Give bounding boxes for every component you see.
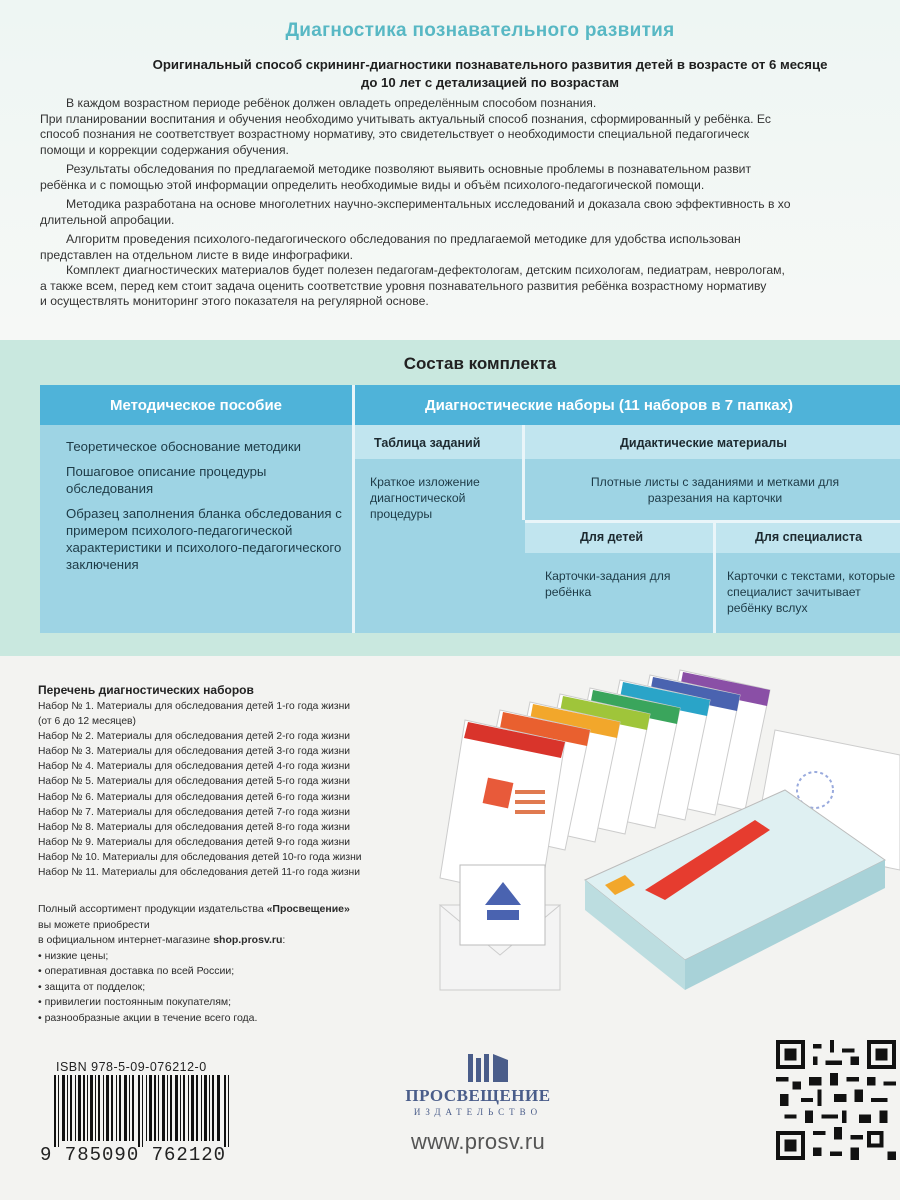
intro-line: представлен на отдельном листе в виде инфографики. [40, 247, 354, 262]
publisher-name: ПРОСВЕЩЕНИЕ [405, 1086, 551, 1105]
list-item: Пошаговое описание процедуры обследования [66, 464, 267, 496]
intro-line: помощи и коррекции содержания обучения. [40, 142, 289, 157]
list-item: • привилегии постоянным покупателям; [38, 995, 418, 1011]
subtitle-line: Оригинальный способ скрининг-диагностики познавательного развития детей в возрасте от 6 месяце [152, 57, 828, 72]
isbn-number: ISBN 978-5-09-076212-0 [56, 1060, 207, 1074]
intro-line: Алгоритм проведения психолого-педагогического обследования по предлагаемой методике для удобства использован [66, 232, 741, 246]
intro-text [40, 96, 900, 310]
benefits-list [38, 949, 418, 1027]
list-item: Набор № 2. Материалы для обследования детей 2-го года жизни [38, 731, 351, 743]
list-item: Набор № 11. Материалы для обследования детей 11-го года жизни [38, 867, 360, 879]
purchase-line [38, 902, 418, 918]
intro-line: длительной апробации. [40, 212, 175, 227]
purchase-text: : [282, 934, 286, 946]
subtitle-line: до 10 лет с детализацией по возрастам [360, 75, 620, 90]
list-item: Набор № 4. Материалы для обследования детей 4-го года жизни [38, 761, 351, 773]
purchase-text: Полный ассортимент продукции издательства [38, 903, 267, 915]
product-illustration [425, 660, 900, 1000]
purchase-line: вы можете приобрести [38, 918, 150, 931]
barcode [54, 1075, 232, 1147]
list-item: Набор № 9. Материалы для обследования детей 9-го года жизни [38, 836, 351, 848]
tasks-table-header: Таблица заданий [374, 436, 481, 450]
list-item: Набор № 3. Материалы для обследования детей 3-го года жизни [38, 746, 351, 758]
qr-code [776, 1040, 896, 1160]
purchase-line [38, 933, 418, 949]
list-item: • защита от подделок; [38, 980, 418, 996]
intro-line: При планировании воспитания и обучения необходимо учитывать актуальный способ познания, сформированный у ребёнка. Ес [40, 111, 772, 126]
intro-line: В каждом возрастном периоде ребёнок должен овладеть определённым способом познания. [66, 96, 597, 110]
list-item: Набор № 10. Материалы для обследования детей 10-го года жизни [38, 851, 362, 863]
for-children-header: Для детей [580, 530, 644, 544]
envelope [440, 865, 560, 990]
list-item: Набор № 6. Материалы для обследования детей 6-го года жизни [38, 791, 351, 803]
methodical-guide-header: Методическое пособие [40, 385, 352, 425]
for-children-text: Карточки-задания для ребёнка [545, 569, 671, 599]
methodical-guide-list [66, 438, 346, 581]
didactic-header: Дидактические материалы [620, 436, 787, 450]
page-title: Диагностика познавательного развития [285, 20, 675, 41]
diagnostic-sets-header: Диагностические наборы (11 наборов в 7 папках) [355, 385, 900, 425]
intro-line: Комплект диагностических материалов будет полезен педагогам-дефектологам, детским психологам, педиатрам, неврологам, [66, 263, 785, 277]
list-item: • низкие цены; [38, 949, 418, 965]
list-item: • разнообразные акции в течение всего года. [38, 1011, 418, 1027]
intro-line: ребёнка и с помощью этой информации определить необходимые виды и объём психолого-педагогической помощи. [40, 177, 705, 192]
sets-list [38, 699, 398, 880]
shop-link: shop.prosv.ru [213, 934, 283, 946]
intro-line: Методика разработана на основе многолетних научно-экспериментальных исследований и доказала свою эффективность в хо [66, 197, 791, 211]
list-item: Образец заполнения бланка обследования с примером психолого-педагогической характеристики и психолого-педагогического заключения [66, 506, 342, 572]
list-item: Набор № 5. Материалы для обследования детей 5-го года жизни [38, 776, 351, 788]
intro-line: способ познания не соответствует возрастному нормативу, это свидетельствует о необходимости специальной педагогическ [40, 127, 750, 141]
row-divider [525, 520, 900, 523]
for-specialist-header: Для специалиста [755, 530, 863, 544]
publisher-subtitle: ИЗДАТЕЛЬСТВО [413, 1107, 543, 1117]
column-divider [352, 385, 355, 633]
list-item: Набор № 1. Материалы для обследования детей 1-го года жизни [38, 701, 351, 712]
barcode-number: 9 785090 762120 [40, 1144, 227, 1166]
purchase-info [38, 902, 418, 1026]
tasks-table-text: Краткое изложение диагностической процедуры [370, 475, 480, 521]
list-item: Набор № 7. Материалы для обследования детей 7-го года жизни [38, 806, 351, 818]
intro-line: и осуществлять мониторинг этого показателя на регулярной основе. [40, 294, 429, 308]
list-item: • оперативная доставка по всей России; [38, 964, 418, 980]
intro-line: а также всем, перед кем стоит задача оценить соответствие уровня познавательного развития ребёнка возрастному нормативу [40, 278, 767, 293]
website-url: www.prosv.ru [411, 1129, 545, 1154]
list-item: (от 6 до 12 месяцев) [38, 716, 136, 728]
list-item: Набор № 8. Материалы для обследования детей 8-го года жизни [38, 821, 351, 833]
didactic-text: Плотные листы с заданиями и метками для разрезания на карточки [590, 475, 840, 505]
purchase-text: в официальном интернет-магазине [38, 934, 214, 946]
publisher-brand: «Просвещение» [266, 903, 350, 915]
composition-title: Состав комплекта [403, 354, 557, 373]
for-specialist-text: Карточки с текстами, которые специалист зачитывает ребёнку вслух [727, 569, 896, 615]
sets-list-title: Перечень диагностических наборов [38, 683, 254, 697]
publisher-logo-icon [460, 1050, 520, 1084]
list-item: Теоретическое обоснование методики [66, 439, 302, 454]
intro-line: Результаты обследования по предлагаемой методике позволяют выявить основные проблемы в познавательном развит [66, 162, 752, 176]
page-subtitle [40, 56, 900, 92]
